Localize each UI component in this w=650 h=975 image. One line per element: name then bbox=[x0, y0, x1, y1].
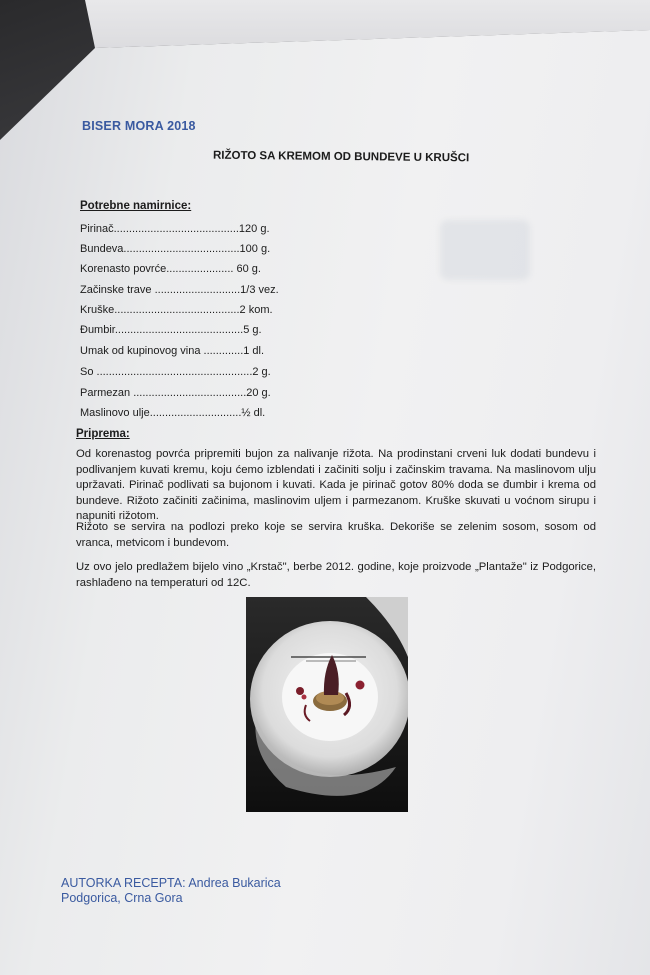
ingredient-line: Kruške.........................................2 kom. bbox=[80, 304, 273, 316]
recipe-author: AUTORKA RECEPTA: Andrea Bukarica bbox=[61, 876, 281, 890]
dish-photo bbox=[246, 597, 408, 812]
wine-paragraph: Uz ovo jelo predlažem bijelo vino „Krstač", berbe 2012. godine, koje proizvode „Plantaže" iz Podgorice, rashlađeno na temperaturi od 12C. bbox=[76, 561, 596, 589]
event-header: BISER MORA 2018 bbox=[82, 119, 196, 133]
serving-paragraph: Rižoto se servira na podlozi preko koje se servira kruška. Dekoriše se zelenim sosom, sosom od vranca, metvicom i bundevom. bbox=[76, 521, 596, 549]
ingredient-line: Umak od kupinovog vina .............1 dl. bbox=[80, 345, 265, 357]
ingredient-line: Parmezan .....................................20 g. bbox=[80, 387, 271, 399]
recipe-title: RIŽOTO SA KREMOM OD BUNDEVE U KRUŠCI bbox=[212, 149, 470, 165]
ingredient-line: Maslinovo ulje..............................½ dl. bbox=[80, 407, 266, 419]
preparation-paragraph: Od korenastog povrća pripremiti bujon za nalivanje rižota. Na prodinstani crveni luk dodati bundevu i podlivanjem kuvati kremu, koju ćemo izblendati i začiniti solju i začinskim travama. Na maslinovom ulju upržavati. Pirinač podlivati sa bujonom i kuvati. Kada je pirinač gotov 80% doda se đumbir i krema od bundeve. Rižoto začiniti začinima, maslinovim uljem i parmezanom. Kruške skuvati u voćnom sirupu i napuniti rižotom. bbox=[76, 448, 596, 522]
plated-dish-image bbox=[246, 597, 408, 812]
ingredient-line: Začinske trave ............................1/3 vez. bbox=[80, 284, 279, 296]
preparation-heading: Priprema: bbox=[76, 428, 130, 440]
ingredient-line: Đumbir..........................................5 g. bbox=[80, 324, 262, 336]
ingredients-heading: Potrebne namirnice: bbox=[80, 200, 192, 212]
ingredient-line: So ...................................................2 g. bbox=[80, 366, 271, 378]
ingredient-line: Pirinač.........................................120 g. bbox=[80, 223, 270, 235]
author-location: Podgorica, Crna Gora bbox=[61, 891, 183, 905]
ingredient-line: Bundeva......................................100 g. bbox=[80, 243, 271, 255]
ingredient-line: Korenasto povrće...................... 60 g. bbox=[80, 263, 261, 275]
